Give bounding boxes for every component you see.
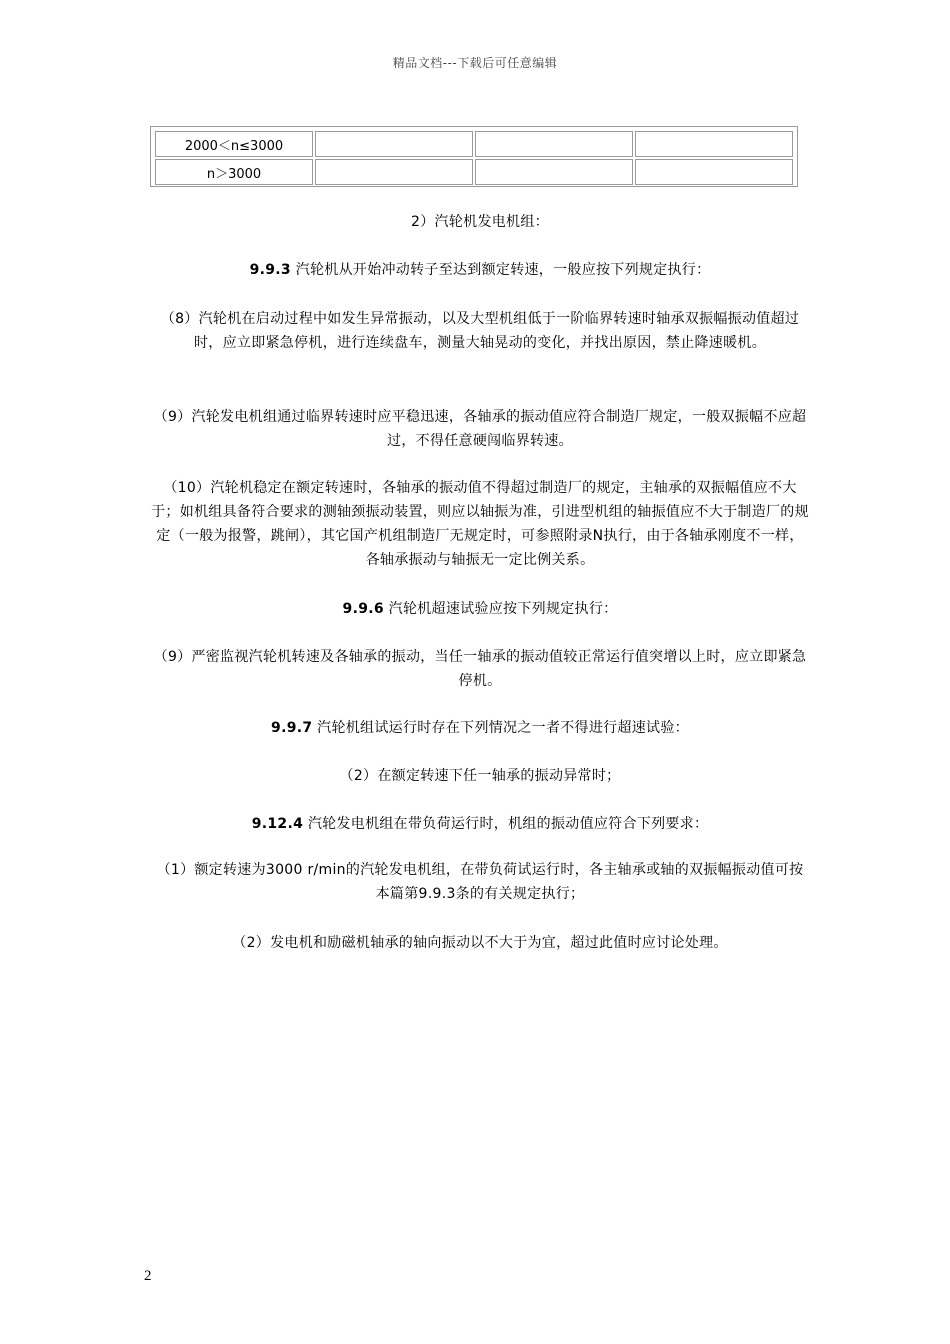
- paragraph-text: （9）汽轮发电机组通过临界转速时应平稳迅速，各轴承的振动值应符合制造厂规定，一般双振幅不应超过，不得任意硬闯临界转速。: [153, 409, 807, 449]
- clause-text: 汽轮发电机组在带负荷运行时，机组的振动值应符合下列要求：: [303, 816, 709, 832]
- table-cell: [635, 131, 793, 157]
- paragraph-text: （9）严密监视汽轮机转速及各轴承的振动，当任一轴承的振动值较正常运行值突增以上时，应立即紧急停机。: [153, 649, 807, 689]
- paragraph-text: （1）额定转速为3000 r/min的汽轮发电机组，在带负荷试运行时，各主轴承或轴的双振幅振动值可按本篇第9.9.3条的有关规定执行；: [156, 862, 804, 902]
- paragraph-text: 2）汽轮机发电机组：: [411, 214, 549, 230]
- table-cell: [315, 131, 473, 157]
- table-cell: [475, 131, 633, 157]
- table-cell: 2000＜n≤3000: [155, 131, 313, 157]
- table-cell: [475, 159, 633, 185]
- clause-number: 9.9.3: [249, 262, 291, 278]
- paragraph-text: （2）发电机和励磁机轴承的轴向振动以不大于为宜，超过此值时应讨论处理。: [232, 935, 728, 951]
- clause-text: 汽轮机组试运行时存在下列情况之一者不得进行超速试验：: [312, 720, 689, 736]
- speed-table: [150, 126, 798, 187]
- paragraph: [150, 405, 810, 453]
- paragraph-text: （10）汽轮机稳定在额定转速时，各轴承的振动值不得超过制造厂的规定，主轴承的双振幅值应不大于；如机组具备符合要求的测轴颈振动装置，则应以轴振为准，引进型机组的轴振值应不大于制造厂的规定（一般为报警，跳闸），其它国产机组制造厂无规定时，可参照附录N执行，由于各轴承刚度不一样，各轴承振动与轴振无一定比例关系。: [151, 480, 809, 568]
- paragraph: [150, 210, 810, 234]
- table-cell: [315, 159, 473, 185]
- paragraph: [150, 307, 810, 355]
- table-row: [155, 131, 793, 157]
- paragraph: [150, 764, 810, 788]
- paragraph: [150, 476, 810, 572]
- clause-text: 汽轮机超速试验应按下列规定执行：: [383, 601, 618, 617]
- page-number: 2: [144, 1268, 152, 1284]
- clause-number: 9.9.6: [342, 601, 384, 617]
- paragraph-text: （8）汽轮机在启动过程中如发生异常振动，以及大型机组低于一阶临界转速时轴承双振幅振动值超过时，应立即紧急停机，进行连续盘车，测量大轴晃动的变化，并找出原因，禁止降速暖机。: [160, 311, 800, 351]
- clause-heading: [150, 716, 810, 740]
- paragraph-text: （2）在额定转速下任一轴承的振动异常时；: [339, 768, 621, 784]
- table-cell: [635, 159, 793, 185]
- clause-text: 汽轮机从开始冲动转子至达到额定转速，一般应按下列规定执行：: [290, 262, 711, 278]
- table-row: [155, 159, 793, 185]
- clause-heading: [150, 812, 810, 836]
- clause-heading: [150, 258, 810, 282]
- clause-heading: [150, 597, 810, 621]
- table-cell: n＞3000: [155, 159, 313, 185]
- clause-number: 9.9.7: [271, 720, 313, 736]
- page-header: 精品文档---下载后可任意编辑: [392, 56, 558, 70]
- paragraph: [150, 931, 810, 955]
- paragraph: [150, 858, 810, 906]
- paragraph: [150, 645, 810, 693]
- clause-number: 9.12.4: [251, 816, 304, 832]
